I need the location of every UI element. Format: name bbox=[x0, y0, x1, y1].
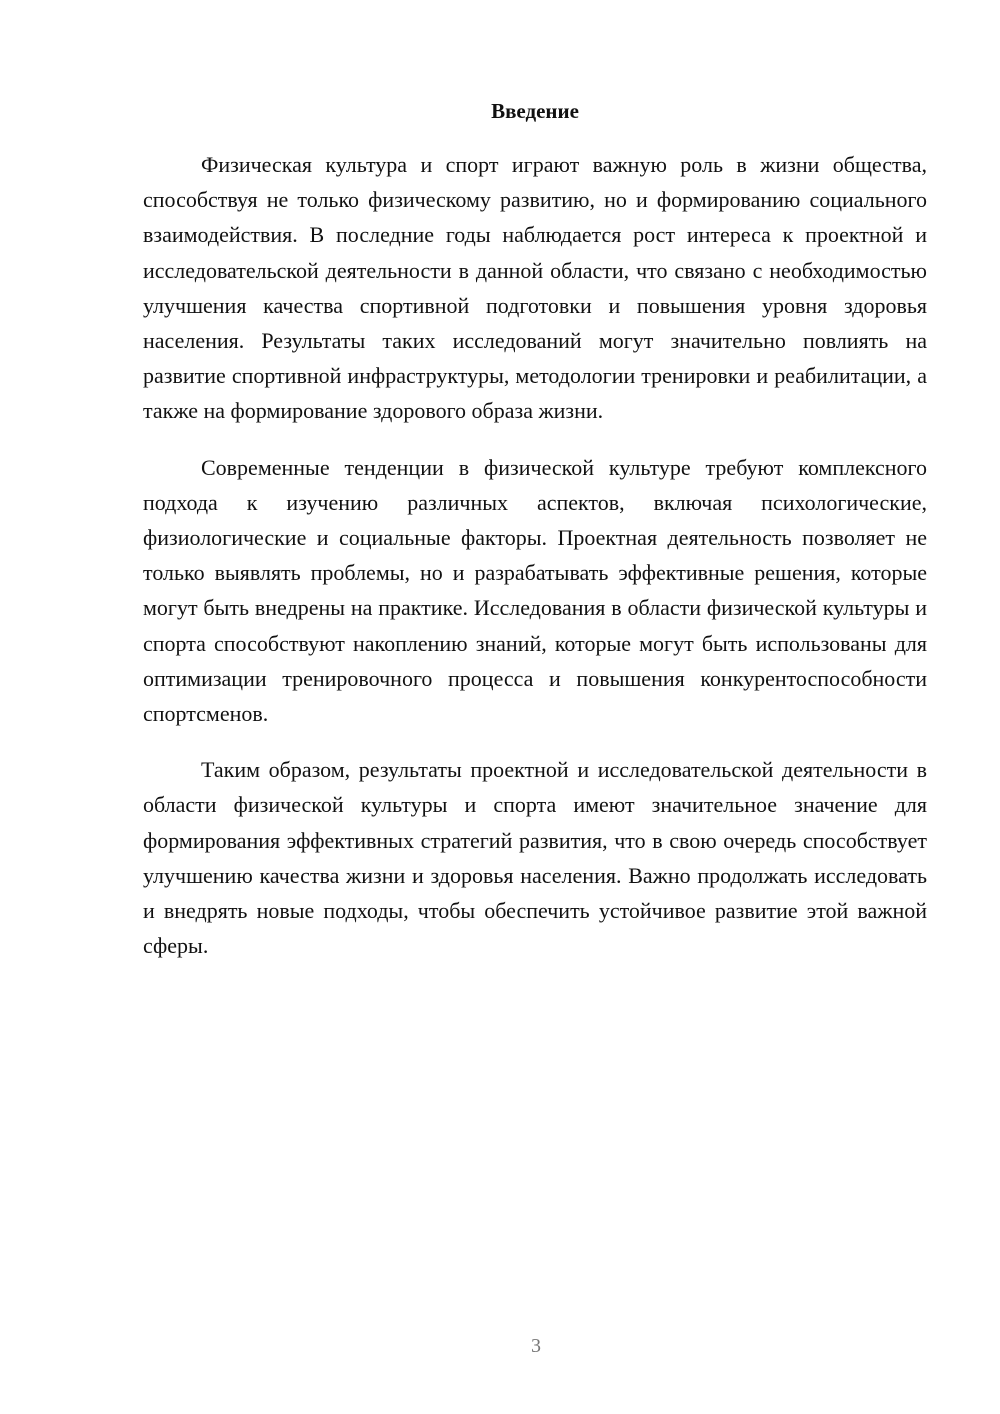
section-title: Введение bbox=[491, 99, 579, 123]
paragraph-1: Физическая культура и спорт играют важную роль в жизни общества, способствуя не только физическому развитию, но и формированию социального взаимодействия. В последние годы наблюдается рост интереса к проектной и исследовательской деятельности в данной области, что связано с необходимостью улучшения качества спортивной подготовки и повышения уровня здоровья населения. Результаты таких исследований могут значительно повлиять на развитие спортивной инфраструктуры, методологии тренировки и реабилитации, а также на формирование здорового образа жизни. bbox=[143, 152, 927, 424]
page-content bbox=[143, 97, 927, 984]
page-number: 3 bbox=[531, 1335, 541, 1357]
paragraph-2: Современные тенденции в физической культуре требуют комплексного подхода к изучению различных аспектов, включая психологические, физиологические и социальные факторы. Проектная деятельность позволяет не только выявлять проблемы, но и разрабатывать эффективные решения, которые могут быть внедрены на практике. Исследования в области физической культуры и спорта способствуют накоплению знаний, которые могут быть использованы для оптимизации тренировочного процесса и повышения конкурентоспособности спортсменов. bbox=[143, 454, 927, 727]
paragraph-3: Таким образом, результаты проектной и исследовательской деятельности в области физической культуры и спорта имеют значительное значение для формирования эффективных стратегий развития, что в свою очередь способствует улучшению качества жизни и здоровья населения. Важно продолжать исследовать и внедрять новые подходы, чтобы обеспечить устойчивое развитие этой важной сферы. bbox=[143, 757, 927, 959]
